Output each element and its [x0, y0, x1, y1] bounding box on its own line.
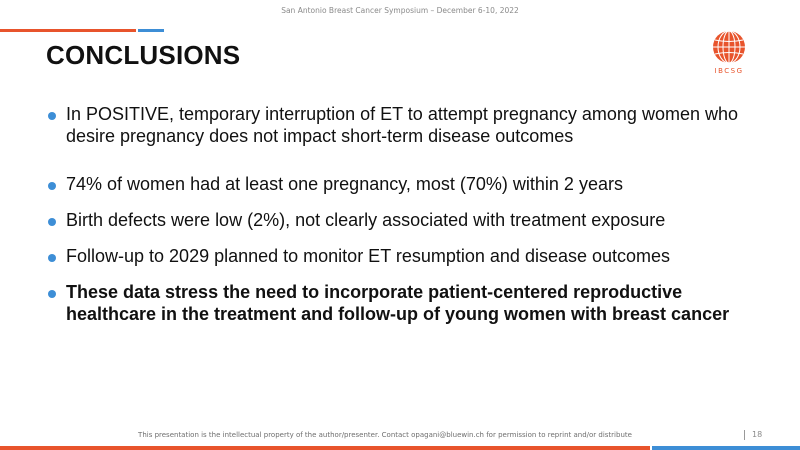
- list-item: [46, 281, 766, 325]
- bullet-text: These data stress the need to incorporate patient-centered reproductive healthcare in the treatment and follow-up of young women with breast cancer: [66, 282, 730, 324]
- bullet-text: In POSITIVE, temporary interruption of ET to attempt pregnancy among women who desire pregnancy does not impact short-term disease outcomes: [66, 104, 738, 146]
- bottom-accent-blue-bar: [652, 446, 800, 450]
- bullet-text: Birth defects were low (2%), not clearly associated with treatment exposure: [66, 210, 666, 230]
- page-number-divider: [744, 430, 745, 440]
- bullet-text: Follow-up to 2029 planned to monitor ET resumption and disease outcomes: [66, 246, 671, 266]
- copyright-disclaimer: This presentation is the intellectual property of the author/presenter. Contact opagani@bluewin.ch for permission to reprint and/or distribute: [138, 431, 632, 439]
- bottom-accent-red-bar: [0, 446, 650, 450]
- bullet-text: 74% of women had at least one pregnancy, most (70%) within 2 years: [66, 174, 623, 194]
- top-accent-blue-bar: [138, 29, 164, 32]
- conclusions-list: [46, 103, 766, 325]
- bullet-dot-icon: [48, 290, 56, 298]
- list-item: [46, 209, 766, 231]
- bullet-dot-icon: [48, 182, 56, 190]
- top-accent-red-bar: [0, 29, 136, 32]
- logo-text: IBCSG: [714, 67, 744, 75]
- list-item: [46, 173, 766, 195]
- bullet-dot-icon: [48, 112, 56, 120]
- list-item: [46, 245, 766, 267]
- bullet-dot-icon: [48, 254, 56, 262]
- list-item: [46, 103, 766, 147]
- bullet-dot-icon: [48, 218, 56, 226]
- slide-title: CONCLUSIONS: [46, 40, 241, 70]
- globe-logo-icon: [712, 30, 746, 64]
- page-number: 18: [752, 430, 763, 439]
- conference-header: San Antonio Breast Cancer Symposium – December 6-10, 2022: [281, 6, 519, 15]
- ibcsg-logo: [706, 30, 752, 86]
